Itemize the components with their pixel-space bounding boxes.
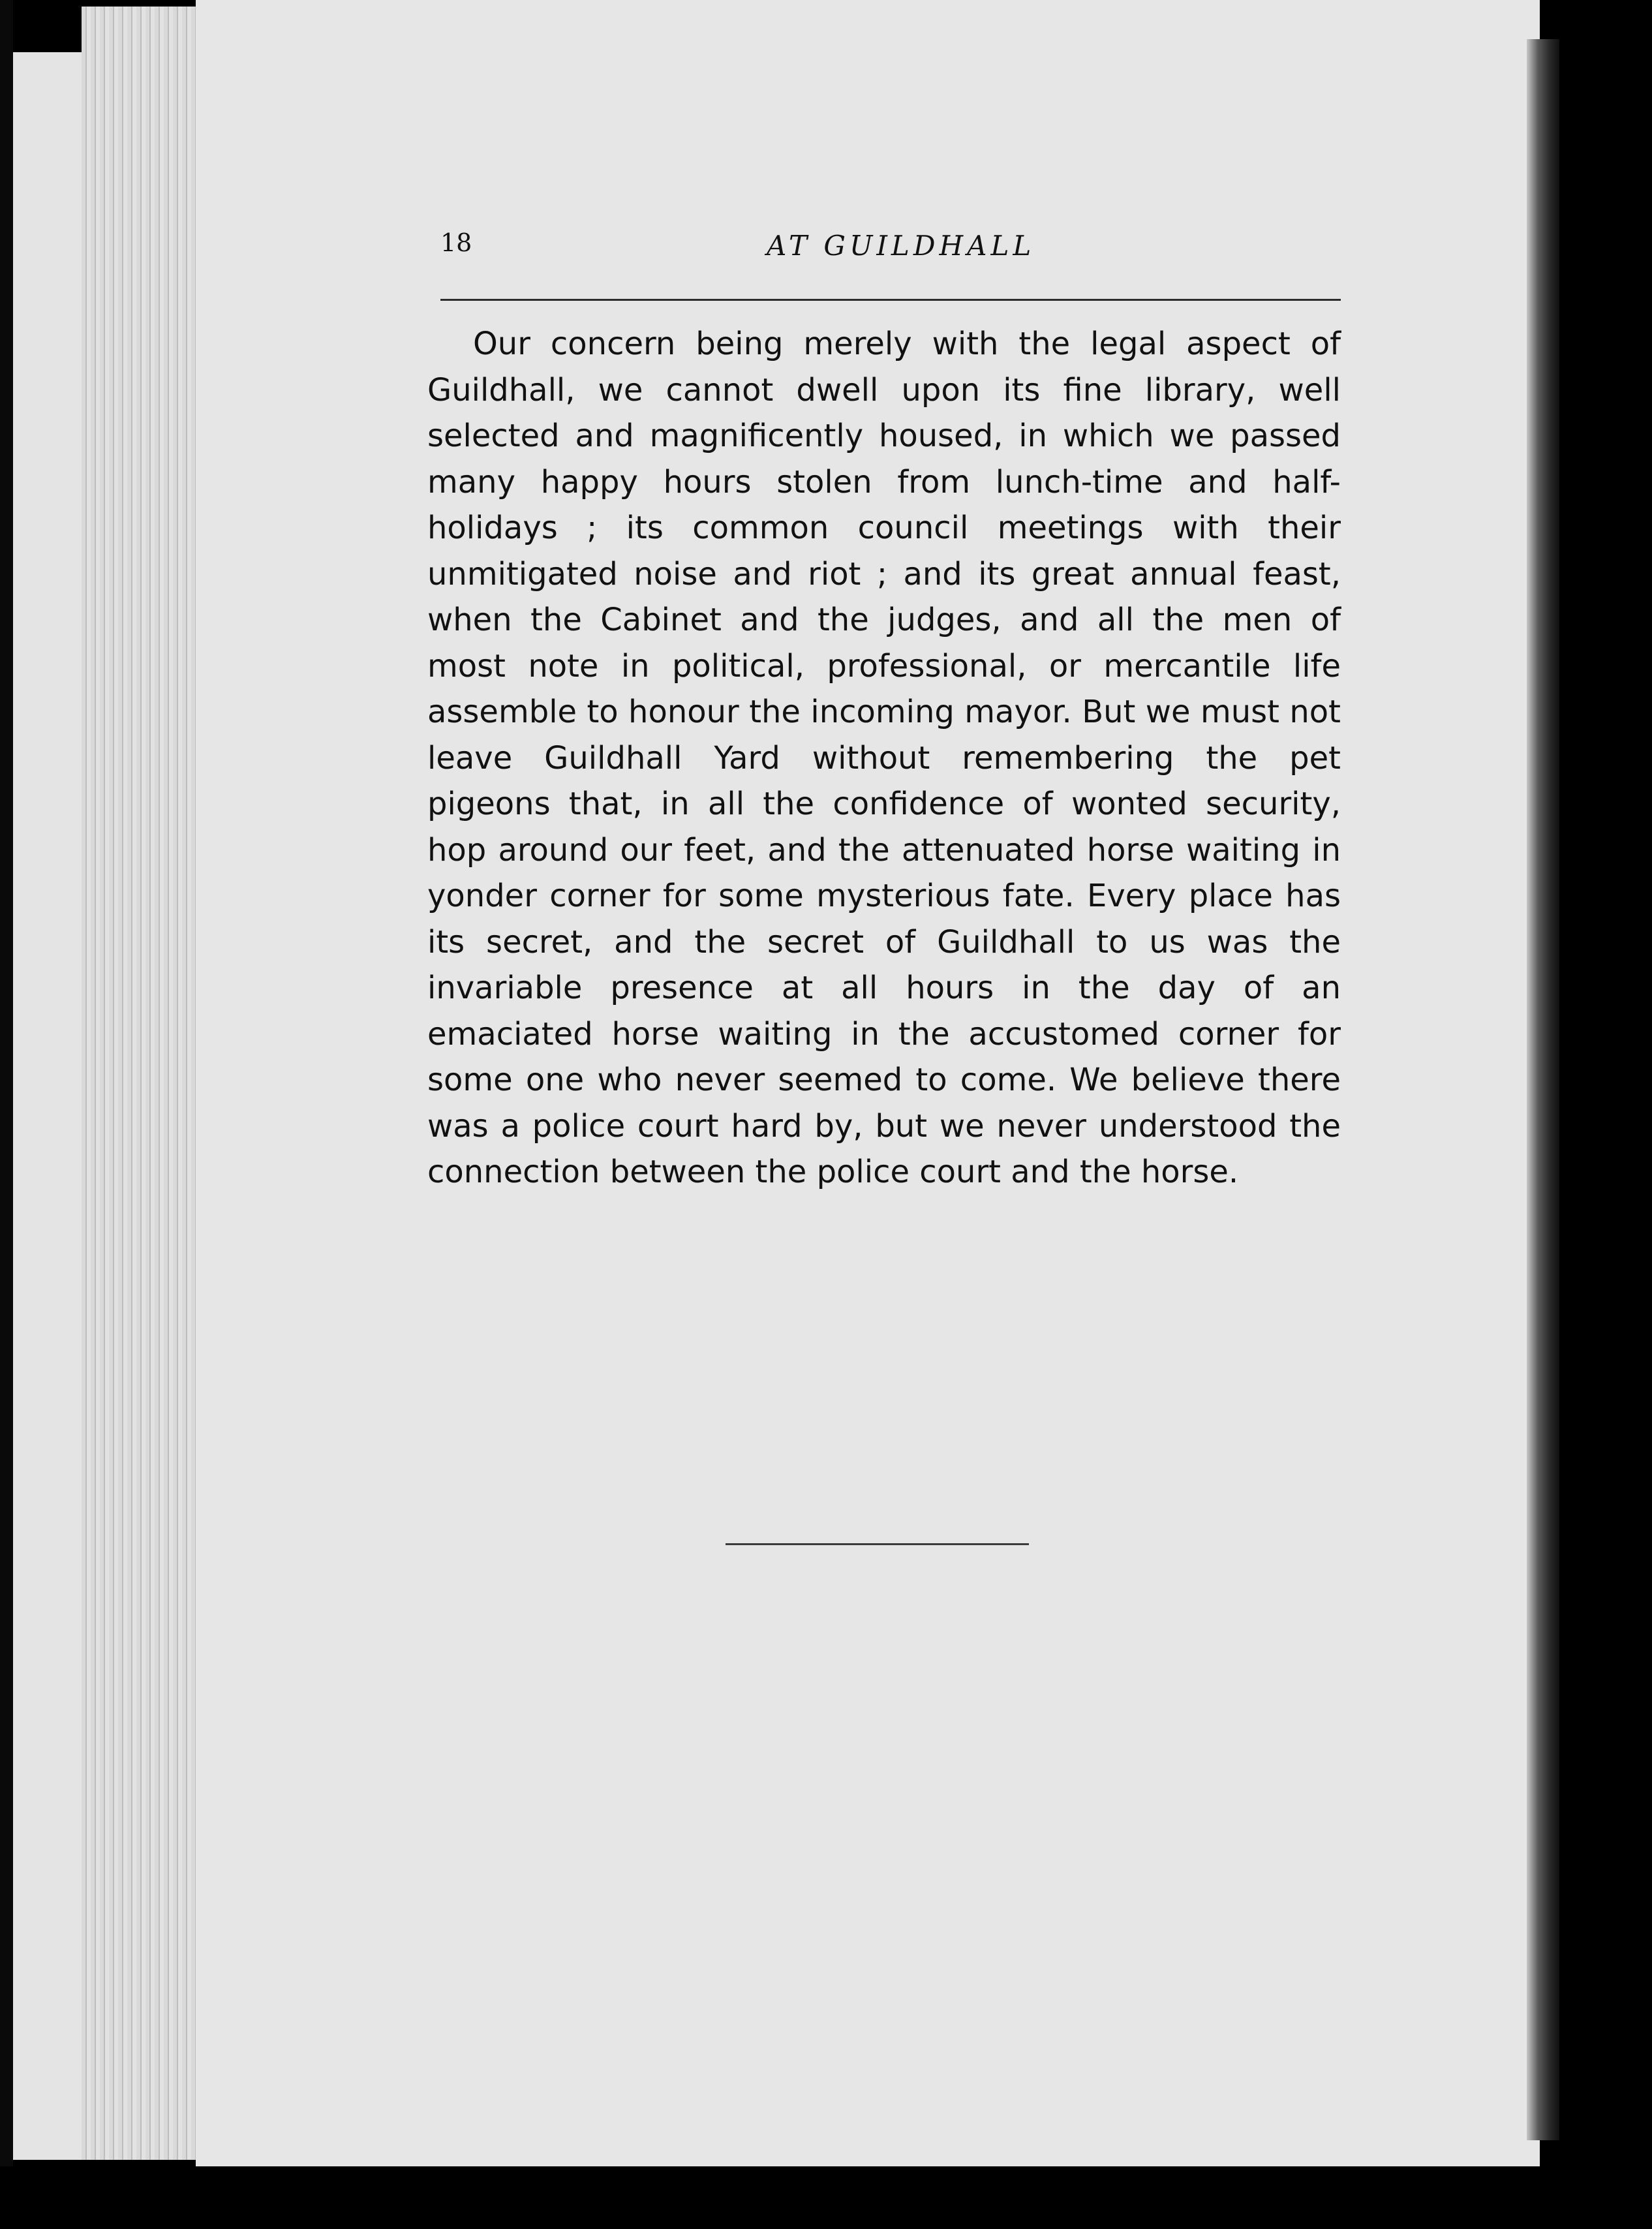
scan-right-border bbox=[1559, 0, 1652, 2229]
facing-page-edge bbox=[13, 52, 86, 2160]
scan-bottom-border bbox=[0, 2166, 1652, 2229]
body-paragraph: Our concern being merely with the legal aspect of Guildhall, we cannot dwell upon its fine library, well selected and magnificently housed, in which we passed many happy hours stolen from lunch-time and half-holidays ; its common council meetings with their unmitigated noise and riot ; and its great annual feast, when the Cabinet and the judges, and all the men of most note in political, professional, or mercantile life assemble to honour the incoming mayor. But we must not leave Guildhall Yard without remembering the pet pigeons that, in all the confidence of wonted security, hop around our feet, and the attenuated horse waiting in yonder corner for some mysterious fate. Every place has its secret, and the secret of Guildhall to us was the invariable presence at all hours in the day of an emaciated horse waiting in the accustomed corner for some one who never seemed to come. We believe there was a police court hard by, but we never understood the connection between the police court and the horse. bbox=[427, 326, 1341, 1190]
scan-left-border bbox=[0, 0, 13, 2229]
page-stack-edges bbox=[82, 7, 212, 2160]
page-number: 18 bbox=[440, 228, 472, 257]
header-rule bbox=[440, 299, 1341, 301]
end-rule bbox=[726, 1543, 1029, 1545]
page-header bbox=[440, 222, 1341, 274]
binding-shadow bbox=[1527, 39, 1559, 2140]
running-head: AT GUILDHALL bbox=[767, 230, 1035, 262]
